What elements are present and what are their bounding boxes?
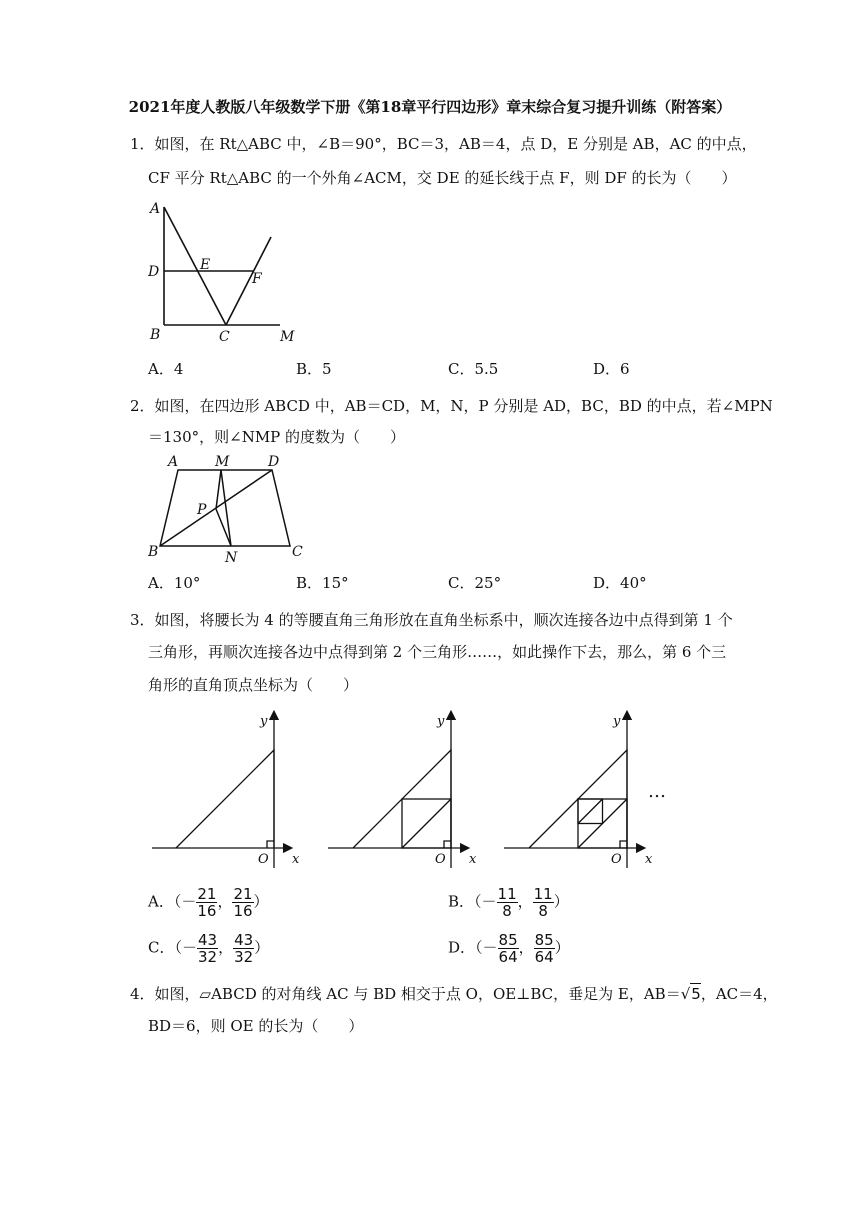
document-title: 2021年度人教版八年级数学下册《第18章平行四边形》章末综合复习提升训练（附答案） (128, 98, 732, 116)
q2-label-c: C (292, 544, 303, 560)
q3-ellipsis: … (648, 781, 666, 802)
q2-option-c: C．25° (448, 574, 502, 592)
q3-figures (150, 705, 670, 875)
q2-text-line2: ＝130°，则∠NMP 的度数为（ ） (148, 428, 406, 446)
q2-label-m: M (215, 454, 230, 470)
q3-text-line2: 三角形，再顺次连接各边中点得到第 2 个三角形……，如此操作下去，那么，第 6 个三 (148, 643, 727, 661)
q3-option-b: B．（－ $\frac{11}{8}$ ， $\frac{11}{8}$ ） (448, 885, 569, 920)
q1-option-c: C．5.5 (448, 360, 499, 378)
q2-figure (140, 452, 315, 567)
q1-label-f: F (252, 271, 262, 287)
q1-text-line2: CF 平分 Rt△ABC 的一个外角∠ACM，交 DE 的延长线于点 F，则 DF 的长为（ ） (148, 169, 737, 187)
q3-figure-3 (504, 715, 641, 868)
q1-option-a: A．4 (148, 360, 184, 378)
q2-label-n: N (225, 550, 238, 566)
q1-label-e: E (200, 257, 211, 273)
q4-sqrt-value: 5 (691, 985, 701, 1003)
q3-figure-2 (328, 715, 465, 868)
q3-fig1-x-label: x (292, 852, 300, 867)
q1-option-b: B．5 (296, 360, 332, 378)
q3-text-line3: 角形的直角顶点坐标为（ ） (148, 676, 359, 694)
q1-label-c: C (219, 329, 230, 345)
q2-label-d: D (268, 454, 280, 470)
q3-fig3-x-label: x (645, 852, 653, 867)
q1-label-b: B (150, 327, 161, 343)
q2-label-p: P (197, 502, 207, 518)
q3-fig3-y-label: y (613, 714, 621, 729)
q2-option-a: A．10° (148, 574, 201, 592)
q4-text-line1: 4．如图，▱ABCD 的对角线 AC 与 BD 相交于点 O，OE⊥BC，垂足为 E，AB＝√5，AC＝4， (130, 985, 778, 1003)
q3-fig2-origin-label: O (435, 852, 446, 867)
q1-option-d: D．6 (593, 360, 630, 378)
q2-label-a: A (168, 454, 179, 470)
q3-text-line1: 3．如图，将腰长为 4 的等腰直角三角形放在直角坐标系中，顺次连接各边中点得到第 1 个 (130, 611, 733, 629)
q3-figure-1 (152, 715, 288, 868)
q1-text-line1: 1．如图，在 Rt△ABC 中，∠B＝90°，BC＝3，AB＝4，点 D，E 分别是 AB，AC 的中点， (130, 135, 757, 153)
q3-option-a: A．（－ $\frac{21}{16}$ ， $\frac{21}{16}$ ） (148, 885, 269, 920)
q3-option-c: C．（－ $\frac{43}{32}$ ， $\frac{43}{32}$ ） (148, 931, 270, 966)
q3-fig1-y-label: y (260, 714, 268, 729)
q1-figure (140, 195, 310, 350)
q1-label-m: M (280, 329, 295, 345)
q3-fig2-y-label: y (437, 714, 445, 729)
q3-fig2-x-label: x (469, 852, 477, 867)
q4-text-line2: BD＝6，则 OE 的长为（ ） (148, 1017, 364, 1035)
q1-label-d: D (148, 264, 160, 280)
q3-fig1-origin-label: O (258, 852, 269, 867)
q3-fig3-origin-label: O (611, 852, 622, 867)
q1-label-a: A (150, 201, 161, 217)
q2-text-line1: 2．如图，在四边形 ABCD 中，AB＝CD，M，N，P 分别是 AD，BC，BD 的中点，若∠MPN (130, 397, 773, 415)
q2-label-b: B (148, 544, 159, 560)
q2-option-b: B．15° (296, 574, 349, 592)
q3-option-d: D．（－ $\frac{85}{64}$ ， $\frac{85}{64}$ ） (448, 931, 570, 966)
q2-option-d: D．40° (593, 574, 647, 592)
